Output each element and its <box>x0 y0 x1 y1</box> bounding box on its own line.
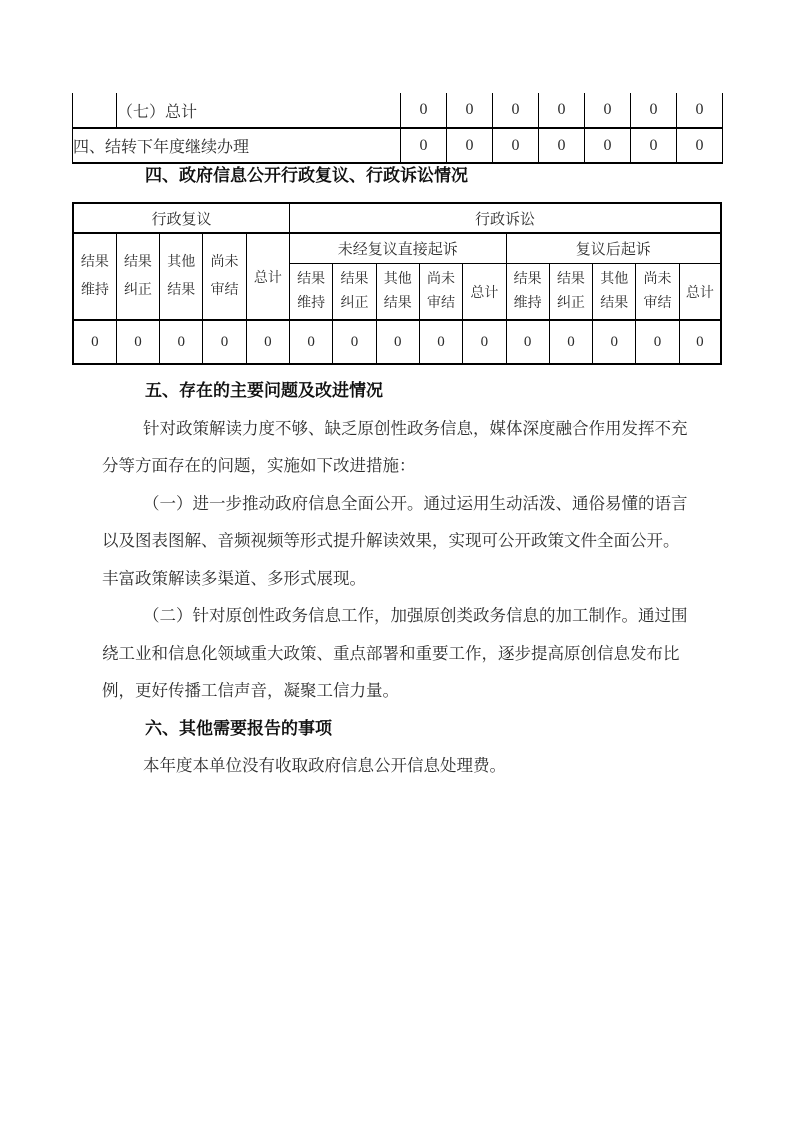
paragraph-line: 本年度本单位没有收取政府信息公开信息处理费。 <box>143 756 506 775</box>
post-review-suit-group-header: 复议后起诉 <box>506 233 721 264</box>
cell-value: 0 <box>585 93 631 128</box>
cell-value: 0 <box>549 320 592 364</box>
body-text <box>102 372 694 785</box>
cell-value: 0 <box>203 320 246 364</box>
cell-value: 0 <box>677 128 723 163</box>
paragraph-line: （二）针对原创性政务信息工作，加强原创类政务信息的加工制作。通过围 <box>143 606 688 625</box>
paragraph-line: 绕工业和信息化领域重大政策、重点部署和重要工作，逐步提高原创信息发布比 <box>102 643 680 663</box>
cell-value: 0 <box>419 320 462 364</box>
cell-value: 0 <box>290 320 333 364</box>
header-line: 尚未 <box>643 271 672 287</box>
header-line: 尚未 <box>427 271 456 287</box>
header-line: 审结 <box>643 295 672 311</box>
header-line: 纠正 <box>123 282 152 298</box>
cell-value: 0 <box>493 128 539 163</box>
cell-value: 0 <box>593 320 636 364</box>
direct-col-header <box>419 264 462 321</box>
review-litigation-table <box>72 202 722 365</box>
carryover-table <box>72 93 723 164</box>
review-col-header <box>246 233 289 320</box>
cell-value: 0 <box>447 128 493 163</box>
cell-value: 0 <box>333 320 376 364</box>
review-col-header <box>203 233 246 320</box>
header-line: 维持 <box>80 282 109 298</box>
header-line: 其他 <box>383 271 412 287</box>
header-line: 其他 <box>600 271 629 287</box>
paragraph-line: 分等方面存在的问题，实施如下改进措施： <box>102 456 416 475</box>
header-line: 结果 <box>167 282 196 298</box>
post-review-col-header <box>549 264 592 321</box>
header-line: 总计 <box>253 270 282 286</box>
cell-value: 0 <box>539 93 585 128</box>
cell-value: 0 <box>631 128 677 163</box>
post-review-col-header <box>593 264 636 321</box>
review-col-header <box>116 233 159 320</box>
header-line: 维持 <box>513 295 542 311</box>
review-group-header: 行政复议 <box>73 203 290 233</box>
row-label: 四、结转下年度继续办理 <box>73 128 401 163</box>
cell-value: 0 <box>636 320 679 364</box>
paragraph-line: （一）进一步推动政府信息全面公开。通过运用生动活泼、通俗易懂的语言 <box>143 493 688 513</box>
header-line: 审结 <box>210 282 239 298</box>
litigation-group-header: 行政诉讼 <box>290 203 721 233</box>
direct-suit-group-header: 未经复议直接起诉 <box>290 233 506 264</box>
paragraph-line: 针对政策解读力度不够、缺乏原创性政务信息，媒体深度融合作用发挥不充 <box>143 418 688 438</box>
cell-value: 0 <box>73 320 116 364</box>
direct-col-header <box>376 264 419 321</box>
cell-value: 0 <box>506 320 549 364</box>
cell-value: 0 <box>585 128 631 163</box>
direct-col-header <box>290 264 333 321</box>
cell-value: 0 <box>539 128 585 163</box>
indent-cell <box>73 93 117 128</box>
header-line: 结果 <box>297 271 326 287</box>
header-line: 结果 <box>383 295 412 311</box>
header-line: 纠正 <box>556 295 585 311</box>
subgroup-header-row <box>73 233 721 264</box>
cell-value: 0 <box>447 93 493 128</box>
table-row <box>73 93 723 128</box>
cell-value: 0 <box>376 320 419 364</box>
review-col-header <box>160 233 203 320</box>
row-label: （七）总计 <box>117 93 401 128</box>
cell-value: 0 <box>631 93 677 128</box>
values-row <box>73 320 721 364</box>
cell-value: 0 <box>401 93 447 128</box>
section5-heading: 五、存在的主要问题及改进情况 <box>145 381 383 400</box>
post-review-col-header <box>636 264 679 321</box>
paragraph-line: 以及图表图解、音频视频等形式提升解读效果，实现可公开政策文件全面公开。 <box>102 531 680 550</box>
cell-value: 0 <box>246 320 289 364</box>
header-line: 结果 <box>123 254 152 270</box>
cell-value: 0 <box>463 320 506 364</box>
post-review-col-header <box>679 264 721 321</box>
header-line: 结果 <box>556 271 585 287</box>
paragraph-line: 丰富政策解读多渠道、多形式展现。 <box>102 568 366 588</box>
group-header-row <box>73 203 721 233</box>
header-line: 审结 <box>427 295 456 311</box>
section4-heading: 四、政府信息公开行政复议、行政诉讼情况 <box>145 166 468 185</box>
cell-value: 0 <box>160 320 203 364</box>
cell-value: 0 <box>401 128 447 163</box>
section6-heading: 六、其他需要报告的事项 <box>145 718 332 738</box>
paragraph-line: 例，更好传播工信声音，凝聚工信力量。 <box>102 681 399 700</box>
header-line: 其他 <box>167 254 196 270</box>
cell-value: 0 <box>677 93 723 128</box>
cell-value: 0 <box>679 320 721 364</box>
review-col-header <box>73 233 116 320</box>
header-line: 尚未 <box>210 254 239 270</box>
header-line: 维持 <box>297 295 326 311</box>
post-review-col-header <box>506 264 549 321</box>
header-line: 纠正 <box>340 295 369 311</box>
header-line: 结果 <box>340 271 369 287</box>
cell-value: 0 <box>493 93 539 128</box>
header-line: 总计 <box>685 285 714 301</box>
header-line: 结果 <box>80 254 109 270</box>
header-line: 结果 <box>600 295 629 311</box>
header-line: 结果 <box>513 271 542 287</box>
direct-col-header <box>333 264 376 321</box>
direct-col-header <box>463 264 506 321</box>
cell-value: 0 <box>116 320 159 364</box>
header-line: 总计 <box>470 285 499 301</box>
